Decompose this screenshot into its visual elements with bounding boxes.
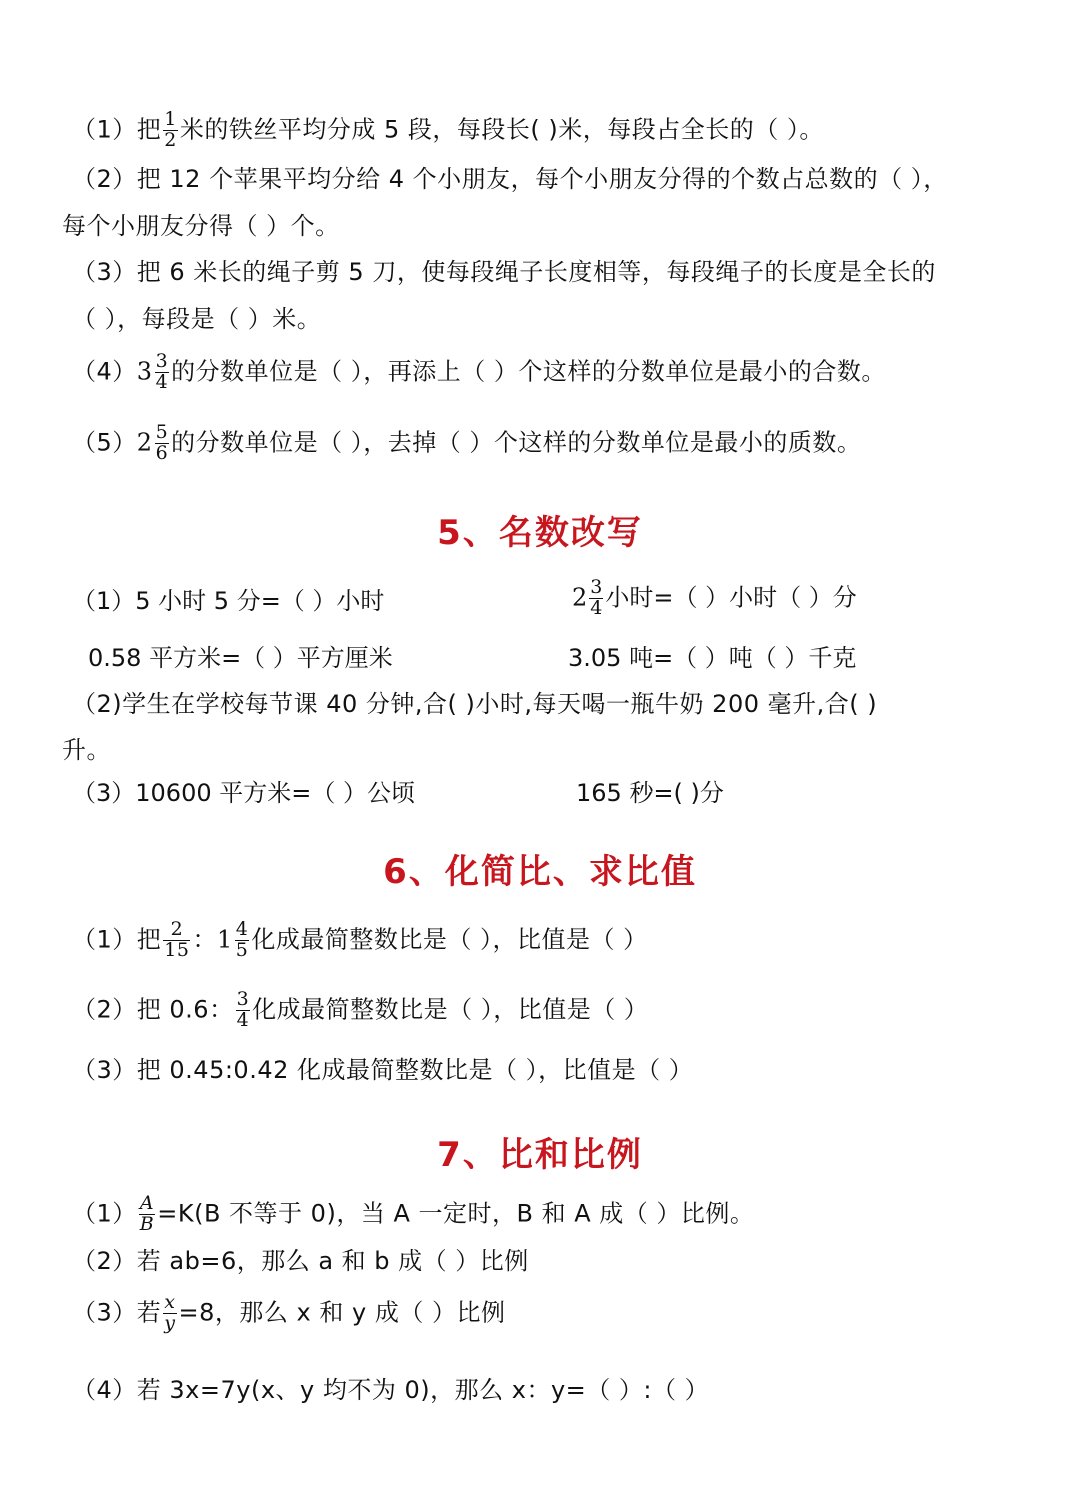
fraction-a-over-b: $\frac{A}{B}$: [139, 1192, 155, 1235]
s7-question-3: （3）若 $\frac{x}{y}$ =8，那么 x 和 y 成（ ）比例: [72, 1291, 506, 1334]
s6-question-2: （2）把 0.6： $\frac{3}{4}$ 化成最简整数比是（ ），比值是（ ）: [72, 988, 649, 1031]
fraction-three-quarters: $\frac{3}{4}$: [590, 576, 603, 619]
s5-q1-mixed-hours: 2 $\frac{3}{4}$ 小时=（ ）小时（ ）分: [572, 576, 857, 619]
fraction-three-quarters: $\frac{3}{4}$: [155, 350, 169, 393]
s5-q1-hours: （1）5 小时 5 分=（ ）小时: [72, 587, 385, 615]
s5-q3-seconds: 165 秒=( )分: [576, 779, 724, 807]
s7-question-1: （1） $\frac{A}{B}$ =K(B 不等于 0)，当 A 一定时，B 和 A 成（ ）比例。: [72, 1192, 755, 1235]
s6-question-3: （3）把 0.45:0.42 化成最简整数比是（ ），比值是（ ）: [72, 1056, 694, 1084]
fraction-three-quarters: $\frac{3}{4}$: [236, 988, 250, 1031]
s4-question-3-line2: （ ），每段是（ ）米。: [72, 305, 322, 333]
s5-question-2-line1: （2)学生在学校每节课 40 分钟,合( )小时,每天喝一瓶牛奶 200 毫升,合( ): [72, 690, 878, 718]
s7-question-2: （2）若 ab=6，那么 a 和 b 成（ ）比例: [72, 1247, 529, 1275]
s4-question-3-line1: （3）把 6 米长的绳子剪 5 刀，使每段绳子长度相等，每段绳子的长度是全长的: [72, 258, 936, 286]
section-7-heading: 7、比和比例: [437, 1135, 643, 1175]
fraction-two-fifteenths: $\frac{2}{15}$: [164, 918, 190, 961]
s4-question-1: （1）把 $\frac{1}{2}$ 米的铁丝平均分成 5 段，每段长( )米，每段占全长的（ ）。: [72, 108, 824, 151]
fraction-x-over-y: $\frac{x}{y}$: [164, 1291, 176, 1334]
fraction-one-half: $\frac{1}{2}$: [164, 108, 177, 151]
s4-question-2-line1: （2）把 12 个苹果平均分给 4 个小朋友，每个小朋友分得的个数占总数的（ ），: [72, 165, 948, 193]
s5-q1-tons: 3.05 吨=（ ）吨（ ）千克: [568, 644, 857, 672]
section-6-heading: 6、化简比、求比值: [383, 852, 697, 892]
s6-question-1: （1）把 $\frac{2}{15}$ ：1 $\frac{4}{5}$ 化成最简整数比是（ ），比值是（ ）: [72, 918, 648, 961]
s5-question-2-line2: 升。: [62, 736, 111, 764]
s7-question-4: （4）若 3x=7y(x、y 均不为 0)，那么 x：y=（ ）:（ ）: [72, 1376, 710, 1404]
fraction-five-sixths: $\frac{5}{6}$: [155, 421, 169, 464]
s5-q3-hectares: （3）10600 平方米=（ ）公顷: [72, 779, 415, 807]
s4-question-4: （4）3 $\frac{3}{4}$ 的分数单位是（ ），再添上（ ）个这样的分数单位是最小的合数。: [72, 350, 886, 393]
fraction-four-fifths: $\frac{4}{5}$: [235, 918, 249, 961]
s4-question-2-line2: 每个小朋友分得（ ）个。: [62, 212, 340, 240]
s4-question-5: （5）2 $\frac{5}{6}$ 的分数单位是（ ），去掉（ ）个这样的分数单位是最小的质数。: [72, 421, 862, 464]
section-5-heading: 5、名数改写: [437, 513, 643, 553]
s5-q1-square-meters: 0.58 平方米=（ ）平方厘米: [88, 644, 393, 672]
